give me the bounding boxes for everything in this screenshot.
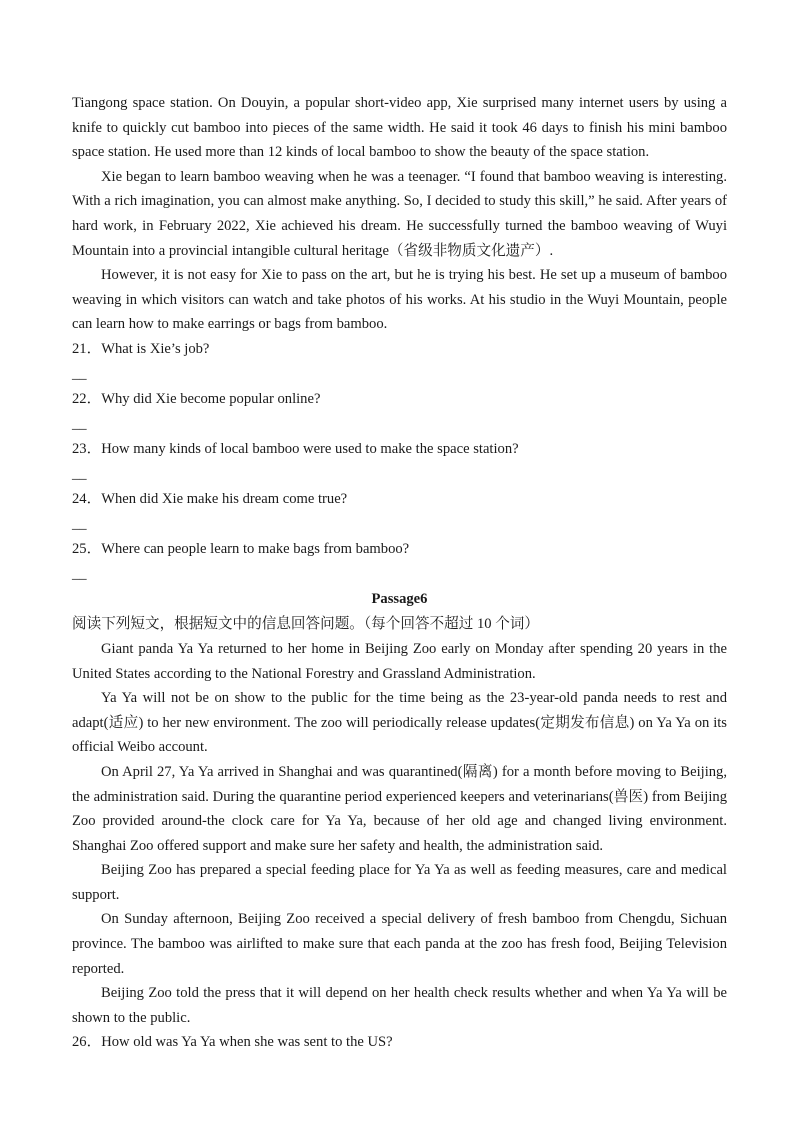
document-content	[72, 91, 727, 1055]
question-23: 23．How many kinds of local bamboo were used to make the space station?	[72, 440, 519, 457]
passage6-paragraph: Beijing Zoo told the press that it will depend on her health check results whether and when Ya Ya will be shown to the public.	[72, 985, 727, 1026]
answer-line-23[interactable]: __	[72, 465, 87, 482]
passage6-paragraph: On April 27, Ya Ya arrived in Shanghai and was quarantined(隔离) for a month before moving to Beijing, the administration said. During the quarantine period experienced keepers and veterinarians(兽医) from Beijing Zoo provided around-the clock care for Ya Ya, because of her old age and changed living environment. Shanghai Zoo offered support and make sure her safety and health, the administration said.	[72, 763, 727, 854]
passage5-paragraph: However, it is not easy for Xie to pass on the art, but he is trying his best. He set up a museum of bamboo weaving in which visitors can watch and take photos of his works. At his studio in the Wuyi Mountain, people can learn how to make earrings or bags from bamboo.	[72, 267, 727, 333]
question-22: 22．Why did Xie become popular online?	[72, 390, 321, 407]
answer-line-25[interactable]: __	[72, 565, 87, 582]
question-21: 21．What is Xie’s job?	[72, 340, 210, 357]
question-24: 24．When did Xie make his dream come true?	[72, 490, 348, 507]
passage6-paragraph: Ya Ya will not be on show to the public for the time being as the 23-year-old panda needs to rest and adapt(适应) to her new environment. The zoo will periodically release updates(定期发布信息) on Ya Ya on its official Weibo account.	[72, 690, 727, 756]
passage5-paragraph: Tiangong space station. On Douyin, a popular short-video app, Xie surprised many internet users by using a knife to quickly cut bamboo into pieces of the same width. He said it took 46 days to finish his mini bamboo space station. He used more than 12 kinds of local bamboo to show the beauty of the space station.	[72, 95, 727, 161]
passage6-paragraph: Giant panda Ya Ya returned to her home in Beijing Zoo early on Monday after spending 20 years in the United States according to the National Forestry and Grassland Administration.	[72, 640, 727, 682]
answer-line-22[interactable]: __	[72, 415, 87, 432]
question-26: 26．How old was Ya Ya when she was sent to the US?	[72, 1034, 393, 1051]
passage6-paragraph: On Sunday afternoon, Beijing Zoo received a special delivery of fresh bamboo from Chengdu, Sichuan province. The bamboo was airlifted to make sure that each panda at the zoo has fresh food, Beijing Television reported.	[72, 911, 727, 977]
passage5-paragraph: Xie began to learn bamboo weaving when he was a teenager. “I found that bamboo weaving is interesting. With a rich imagination, you can almost make anything. So, I decided to study this skill,” he said. After years of hard work, in February 2022, Xie achieved his dream. He successfully turned the bamboo weaving of Wuyi Mountain into a provincial intangible cultural heritage（省级非物质文化遗产）.	[72, 168, 727, 259]
passage6-instruction: 阅读下列短文，根据短文中的信息回答问题。（每个回答不超过 10 个词）	[72, 615, 539, 632]
answer-line-24[interactable]: __	[72, 515, 87, 532]
passage6-paragraph: Beijing Zoo has prepared a special feeding place for Ya Ya as well as feeding measures, care and medical support.	[72, 862, 727, 903]
passage6-title: Passage6	[371, 590, 428, 607]
answer-line-21[interactable]: __	[72, 365, 87, 382]
question-25: 25．Where can people learn to make bags from bamboo?	[72, 540, 410, 557]
